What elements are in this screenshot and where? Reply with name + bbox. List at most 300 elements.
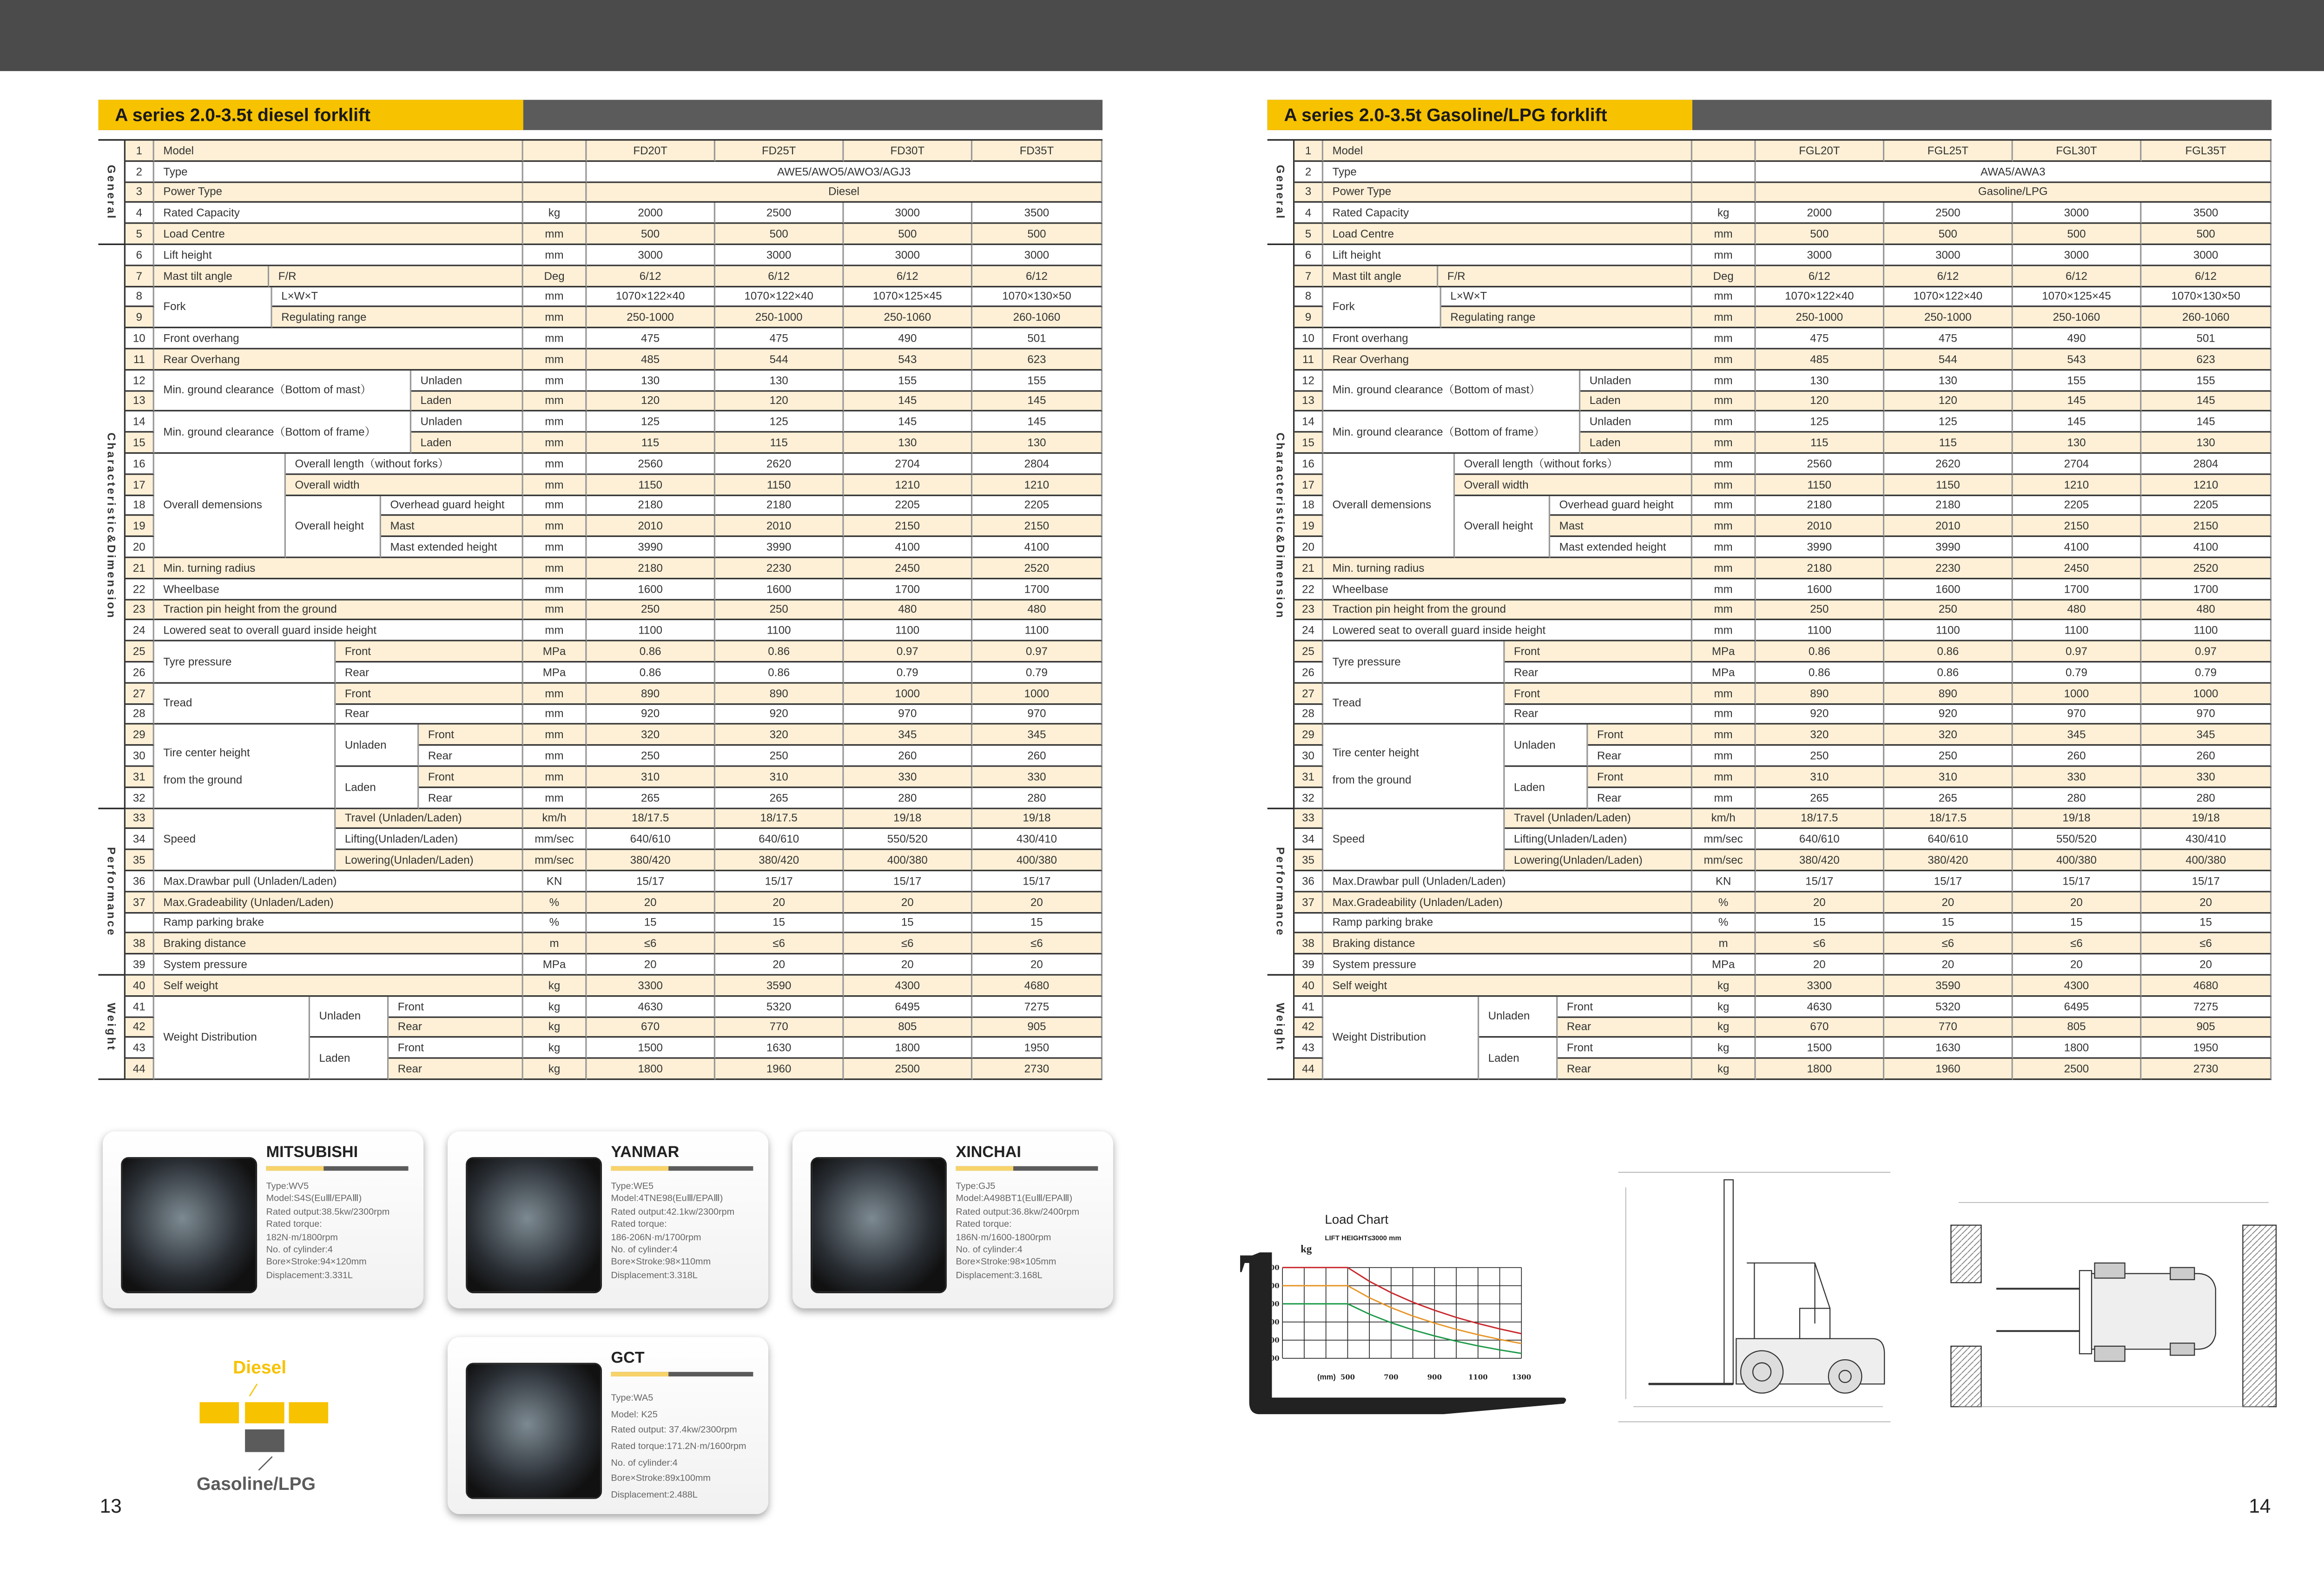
engine-photo — [466, 1363, 602, 1499]
row-label: Unladen — [336, 725, 419, 767]
row-label: Braking distance — [1323, 934, 1692, 955]
value-cell: 1950 — [972, 1038, 1103, 1059]
value-cell: 3000 — [1884, 245, 2013, 266]
row-label: Rear — [1588, 746, 1692, 767]
value-cell: 970 — [2141, 704, 2271, 725]
unit-cell: KN — [523, 871, 587, 892]
row-number: 19 — [1294, 516, 1323, 537]
value-cell: 3990 — [1884, 537, 2013, 558]
row-label: F/R — [1438, 266, 1692, 287]
value-cell: 1070×122×40 — [1756, 287, 1885, 308]
value-cell: 330 — [2141, 767, 2271, 788]
value-cell: 260 — [2141, 746, 2271, 767]
value-cell: 400/380 — [844, 850, 973, 871]
engine-spec-line: Rated output:36.8kw/2400rpm — [956, 1206, 1080, 1217]
value-cell: 380/420 — [587, 850, 715, 871]
row-number: 15 — [1294, 433, 1323, 454]
value-cell: 0.86 — [1756, 642, 1885, 662]
value-cell: 130 — [1884, 370, 2013, 391]
row-number: 2 — [125, 161, 154, 182]
y-tick-label: 1500 — [1260, 1354, 1280, 1363]
unit-cell: mm — [1692, 496, 1756, 516]
row-number: 23 — [1294, 600, 1323, 621]
value-cell: 1960 — [715, 1059, 844, 1080]
value-cell: 15/17 — [2141, 871, 2271, 892]
engine-spec-line: No. of cylinder:4 — [266, 1244, 333, 1256]
row-label: Max.Gradeability (Unladen/Laden) — [1323, 892, 1692, 913]
x-tick-label: 700 — [1384, 1373, 1399, 1382]
value-cell: 130 — [1756, 370, 1885, 391]
unit-cell: mm — [523, 621, 587, 642]
section-label: Weight — [1268, 976, 1295, 1080]
row-label: Min. turning radius — [1323, 558, 1692, 579]
row-number: 18 — [1294, 496, 1323, 516]
value-cell: 310 — [587, 767, 715, 788]
value-cell: 20 — [972, 955, 1103, 976]
row-number: 4 — [125, 203, 154, 224]
value-cell: 250-1060 — [2013, 308, 2142, 329]
value-cell: 430/410 — [972, 829, 1103, 850]
value-cell: 20 — [972, 892, 1103, 913]
row-label: Lifting(Unladen/Laden) — [336, 829, 523, 850]
value-cell: 2180 — [1756, 496, 1885, 516]
value-cell: 2150 — [972, 516, 1103, 537]
unit-cell: mm — [1692, 579, 1756, 600]
row-number: 40 — [1294, 976, 1323, 997]
row-label: Unladen — [1479, 997, 1558, 1039]
unit-cell — [523, 141, 587, 162]
value-cell: 4100 — [972, 537, 1103, 558]
value-cell: 2000 — [587, 203, 715, 224]
value-cell: 1700 — [2141, 579, 2271, 600]
row-label: Traction pin height from the ground — [154, 600, 523, 621]
unit-cell: kg — [523, 997, 587, 1018]
row-number: 23 — [125, 600, 154, 621]
value-cell: 6/12 — [844, 266, 973, 287]
value-cell: 155 — [844, 370, 973, 391]
legend-gasoline: Gasoline/LPG — [196, 1473, 316, 1495]
gasoline-block — [245, 1429, 284, 1452]
value-cell: 1150 — [715, 475, 844, 496]
row-label: Tyre pressure — [154, 642, 336, 683]
row-label: Rear — [1588, 788, 1692, 809]
value-cell: 1070×125×45 — [2013, 287, 2142, 308]
row-number — [1294, 913, 1323, 934]
unit-cell: mm — [523, 308, 587, 329]
value-cell: 20 — [587, 955, 715, 976]
row-number: 1 — [1294, 141, 1323, 162]
value-cell: 265 — [587, 788, 715, 809]
value-cell: 20 — [1756, 955, 1885, 976]
row-number: 30 — [1294, 746, 1323, 767]
value-cell: 400/380 — [972, 850, 1103, 871]
unit-cell: mm — [523, 537, 587, 558]
value-cell: 250 — [715, 746, 844, 767]
value-cell: 15 — [715, 913, 844, 934]
engine-spec-line: Rated torque: — [266, 1219, 322, 1230]
row-label: Laden — [411, 391, 523, 412]
unit-cell: kg — [523, 203, 587, 224]
value-cell: 1800 — [1756, 1059, 1885, 1080]
value-cell: 1070×130×50 — [972, 287, 1103, 308]
value-cell: 19/18 — [2141, 808, 2271, 829]
value-cell: 1150 — [1756, 475, 1885, 496]
model-header: FD35T — [972, 141, 1103, 162]
row-label: Rear — [1505, 704, 1692, 725]
row-label: Max.Drawbar pull (Unladen/Laden) — [1323, 871, 1692, 892]
row-number: 12 — [125, 370, 154, 391]
engine-specs — [611, 1391, 746, 1504]
value-cell: 20 — [2141, 892, 2271, 913]
row-number: 27 — [125, 683, 154, 704]
engine-card-mitsubishi — [103, 1131, 423, 1309]
row-label: Lowered seat to overall guard inside height — [154, 621, 523, 642]
y-tick-label: 3500 — [1260, 1281, 1280, 1290]
value-cell: 3000 — [972, 245, 1103, 266]
value-cell: 345 — [972, 725, 1103, 746]
row-number: 31 — [125, 767, 154, 788]
row-number: 12 — [1294, 370, 1323, 391]
value-cell: 6/12 — [587, 266, 715, 287]
row-number: 34 — [125, 829, 154, 850]
value-cell: 1500 — [587, 1038, 715, 1059]
value-cell: 3990 — [1756, 537, 1885, 558]
value-cell: 1960 — [1884, 1059, 2013, 1080]
value-cell: 130 — [587, 370, 715, 391]
value-cell: 155 — [2013, 370, 2142, 391]
row-number: 20 — [1294, 537, 1323, 558]
front-wheel-icon — [1741, 1351, 1783, 1393]
value-cell: 19/18 — [2013, 808, 2142, 829]
value-cell: 0.86 — [1884, 662, 2013, 683]
row-label: Overall height — [286, 496, 381, 558]
value-cell: 125 — [715, 412, 844, 433]
row-number: 42 — [1294, 1017, 1323, 1038]
unit-cell: mm — [523, 412, 587, 433]
value-cell: 500 — [587, 224, 715, 245]
row-number: 32 — [125, 788, 154, 809]
value-cell: 1070×130×50 — [2141, 287, 2271, 308]
value-cell: 250-1000 — [715, 308, 844, 329]
unit-cell: mm — [523, 245, 587, 266]
value-cell: 4100 — [2141, 537, 2271, 558]
engine-spec-line: Rated output: 37.4kw/2300rpm — [611, 1425, 737, 1436]
row-label: Fork — [154, 287, 272, 329]
unit-cell: mm — [1692, 370, 1756, 391]
unit-cell — [523, 161, 587, 182]
unit-cell: mm — [1692, 245, 1756, 266]
value-cell: 480 — [2013, 600, 2142, 621]
value-cell: Diesel — [587, 182, 1103, 203]
row-label: Ramp parking brake — [154, 913, 523, 934]
model-header: FGL25T — [1884, 141, 2013, 162]
value-cell: 7275 — [2141, 997, 2271, 1018]
engine-spec-line: Rated torque: — [611, 1219, 667, 1230]
row-label: Overall length（without forks） — [1455, 454, 1692, 475]
row-number: 28 — [125, 704, 154, 725]
row-label: Laden — [1479, 1038, 1558, 1080]
value-cell: 890 — [587, 683, 715, 704]
row-label: Front overhang — [154, 329, 523, 350]
row-number: 13 — [1294, 391, 1323, 412]
unit-cell: % — [1692, 913, 1756, 934]
unit-cell: MPa — [523, 642, 587, 662]
value-cell: 20 — [1756, 892, 1885, 913]
load-curve-3500-kg — [1282, 1286, 1521, 1343]
value-cell: 3590 — [1884, 976, 2013, 997]
value-cell: 500 — [1884, 224, 2013, 245]
row-label: Tire center height from the ground — [1323, 725, 1505, 809]
row-label: Overall length（without forks） — [286, 454, 523, 475]
value-cell: 115 — [587, 433, 715, 454]
row-label: Rear — [336, 704, 523, 725]
row-label: F/R — [269, 266, 523, 287]
engine-spec-line: No. of cylinder:4 — [611, 1457, 678, 1469]
value-cell: 1700 — [844, 579, 973, 600]
value-cell: 1800 — [587, 1059, 715, 1080]
value-cell: 920 — [587, 704, 715, 725]
row-number: 7 — [125, 266, 154, 287]
value-cell: 380/420 — [1884, 850, 2013, 871]
value-cell: 2730 — [972, 1059, 1103, 1080]
engine-spec-line: Rated torque:171.2N·m/1600rpm — [611, 1441, 746, 1452]
row-number: 36 — [1294, 871, 1323, 892]
value-cell: 1100 — [972, 621, 1103, 642]
row-label: Laden — [1505, 767, 1588, 809]
row-label: Overall width — [1455, 475, 1692, 496]
value-cell: 501 — [972, 329, 1103, 350]
value-cell: 145 — [2013, 412, 2142, 433]
value-cell: 3000 — [587, 245, 715, 266]
row-label: Overall demensions — [1323, 454, 1455, 558]
value-cell: 2804 — [2141, 454, 2271, 475]
row-label: Front — [419, 725, 523, 746]
unit-cell: mm — [523, 767, 587, 788]
unit-cell: mm — [1692, 558, 1756, 579]
engine-spec-line: Model:4TNE98(EuⅢ/EPAⅢ) — [611, 1194, 723, 1205]
value-cell: ≤6 — [972, 934, 1103, 955]
x-tick-label: 500 — [1340, 1373, 1355, 1382]
unit-cell: kg — [1692, 976, 1756, 997]
unit-cell: mm — [1692, 767, 1756, 788]
row-number: 25 — [125, 642, 154, 662]
value-cell: 15 — [844, 913, 973, 934]
unit-cell: MPa — [1692, 662, 1756, 683]
x-tick-label: 1100 — [1468, 1373, 1488, 1382]
table-title-bar-gasoline — [1268, 100, 2272, 130]
value-cell: 2000 — [1756, 203, 1885, 224]
engine-specs — [956, 1181, 1079, 1283]
row-number: 37 — [125, 892, 154, 913]
value-cell: 2620 — [1884, 454, 2013, 475]
value-cell: 3000 — [2013, 245, 2142, 266]
row-label: Front — [389, 997, 523, 1018]
value-cell: 130 — [844, 433, 973, 454]
unit-cell: m — [523, 934, 587, 955]
value-cell: 475 — [1756, 329, 1885, 350]
value-cell: 1100 — [1756, 621, 1885, 642]
value-cell: 2150 — [2141, 516, 2271, 537]
value-cell: 2500 — [715, 203, 844, 224]
model-header: FGL20T — [1756, 141, 1885, 162]
row-label: Travel (Unladen/Laden) — [336, 808, 523, 829]
value-cell: 120 — [587, 391, 715, 412]
row-number: 17 — [1294, 475, 1323, 496]
value-cell: 6/12 — [2141, 266, 2271, 287]
value-cell: 20 — [1884, 955, 2013, 976]
unit-cell: mm — [1692, 391, 1756, 412]
section-label: Characteristic&Dimension — [98, 245, 125, 808]
value-cell: 2205 — [2013, 496, 2142, 516]
row-number: 19 — [125, 516, 154, 537]
section-label: Weight — [98, 976, 125, 1080]
value-cell: 6/12 — [972, 266, 1103, 287]
value-cell: 623 — [2141, 350, 2271, 370]
unit-cell: mm — [523, 558, 587, 579]
row-number: 25 — [1294, 642, 1323, 662]
value-cell: 500 — [1756, 224, 1885, 245]
value-cell: 1600 — [587, 579, 715, 600]
row-label: Weight Distribution — [1323, 997, 1479, 1080]
engine-spec-line: Displacement:3.331L — [266, 1270, 353, 1281]
row-label: Unladen — [411, 370, 523, 391]
value-cell: 250 — [587, 746, 715, 767]
unit-cell: mm — [523, 516, 587, 537]
row-label: Lifting(Unladen/Laden) — [1505, 829, 1692, 850]
row-number: 26 — [125, 662, 154, 683]
row-label: Front — [419, 767, 523, 788]
row-label: Lift height — [154, 245, 523, 266]
value-cell: 1100 — [1884, 621, 2013, 642]
model-header: FD25T — [715, 141, 844, 162]
row-label: Overhead guard height — [381, 496, 523, 516]
value-cell: 1630 — [1884, 1038, 2013, 1059]
value-cell: 6/12 — [2013, 266, 2142, 287]
row-number: 6 — [125, 245, 154, 266]
value-cell: 500 — [844, 224, 973, 245]
unit-cell: mm/sec — [1692, 850, 1756, 871]
value-cell: 920 — [715, 704, 844, 725]
engine-brand: XINCHAI — [956, 1143, 1021, 1162]
value-cell: 0.97 — [844, 642, 973, 662]
value-cell: 380/420 — [715, 850, 844, 871]
row-label: Min. ground clearance（Bottom of mast） — [1323, 370, 1580, 412]
value-cell: 19/18 — [844, 808, 973, 829]
row-number: 33 — [125, 808, 154, 829]
x-axis-label: (mm) — [1317, 1373, 1336, 1382]
unit-cell: Deg — [1692, 266, 1756, 287]
value-cell: 260 — [844, 746, 973, 767]
value-cell: 20 — [2013, 892, 2142, 913]
unit-cell: mm — [523, 475, 587, 496]
value-cell: 400/380 — [2013, 850, 2142, 871]
unit-cell: mm — [1692, 475, 1756, 496]
value-cell: 500 — [2141, 224, 2271, 245]
value-cell: 640/610 — [587, 829, 715, 850]
value-cell: 15/17 — [1756, 871, 1885, 892]
value-cell: 543 — [2013, 350, 2142, 370]
value-cell: 260 — [2013, 746, 2142, 767]
value-cell: 260-1060 — [2141, 308, 2271, 329]
row-number: 29 — [125, 725, 154, 746]
value-cell: 1100 — [844, 621, 973, 642]
value-cell: 550/520 — [2013, 829, 2142, 850]
load-curve-4000-kg — [1282, 1268, 1521, 1334]
value-cell: 670 — [587, 1017, 715, 1038]
row-label: Overhead guard height — [1550, 496, 1692, 516]
row-label: Unladen — [1580, 370, 1692, 391]
row-number: 7 — [1294, 266, 1323, 287]
row-label: Front — [1588, 767, 1692, 788]
row-label: Mast extended height — [1550, 537, 1692, 558]
row-label: Laden — [1580, 433, 1692, 454]
value-cell: 345 — [2013, 725, 2142, 746]
value-cell: 250 — [1756, 746, 1885, 767]
page-number-left: 13 — [99, 1494, 122, 1517]
value-cell: 250-1000 — [587, 308, 715, 329]
engine-spec-line: Model: K25 — [611, 1409, 658, 1420]
row-label: L×W×T — [272, 287, 523, 308]
value-cell: 2230 — [715, 558, 844, 579]
row-label: Unladen — [1580, 412, 1692, 433]
row-number: 35 — [125, 850, 154, 871]
row-number: 3 — [1294, 182, 1323, 203]
value-cell: 345 — [844, 725, 973, 746]
row-label: Front — [336, 683, 523, 704]
value-cell: 4680 — [972, 976, 1103, 997]
unit-cell: mm — [1692, 329, 1756, 350]
engine-spec-line: Displacement:2.488L — [611, 1489, 698, 1501]
unit-cell: mm — [523, 788, 587, 809]
row-number: 40 — [125, 976, 154, 997]
value-cell: 20 — [2013, 955, 2142, 976]
value-cell: 145 — [972, 391, 1103, 412]
value-cell: 670 — [1756, 1017, 1885, 1038]
value-cell: 2205 — [844, 496, 973, 516]
engine-spec-line: Rated output:38.5kw/2300rpm — [266, 1206, 390, 1217]
value-cell: 7275 — [972, 997, 1103, 1018]
row-number: 24 — [1294, 621, 1323, 642]
row-label: Speed — [154, 808, 336, 871]
unit-cell: KN — [1692, 871, 1756, 892]
row-label: Lowered seat to overall guard inside height — [1323, 621, 1692, 642]
row-label: Max.Drawbar pull (Unladen/Laden) — [154, 871, 523, 892]
row-label: Rear — [419, 788, 523, 809]
value-cell: 0.97 — [2013, 642, 2142, 662]
unit-cell: kg — [523, 1038, 587, 1059]
row-number: 20 — [125, 537, 154, 558]
row-number: 34 — [1294, 829, 1323, 850]
row-number: 22 — [1294, 579, 1323, 600]
engine-spec-line: Bore×Stroke:98×110mm — [611, 1257, 711, 1269]
unit-cell: mm — [523, 329, 587, 350]
row-label: Lowering(Unladen/Laden) — [336, 850, 523, 871]
value-cell: 485 — [587, 350, 715, 370]
engine-spec-line: Bore×Stroke:89x100mm — [611, 1474, 711, 1484]
value-cell: 115 — [715, 433, 844, 454]
value-cell: 3000 — [2141, 245, 2271, 266]
row-number: 5 — [1294, 224, 1323, 245]
value-cell: 15/17 — [1884, 871, 2013, 892]
value-cell: 2010 — [1884, 516, 2013, 537]
value-cell: 115 — [1884, 433, 2013, 454]
value-cell: 1100 — [2141, 621, 2271, 642]
unit-cell: % — [1692, 892, 1756, 913]
row-label: System pressure — [154, 955, 523, 976]
value-cell: 2620 — [715, 454, 844, 475]
value-cell: 250-1000 — [1884, 308, 2013, 329]
value-cell: 475 — [587, 329, 715, 350]
